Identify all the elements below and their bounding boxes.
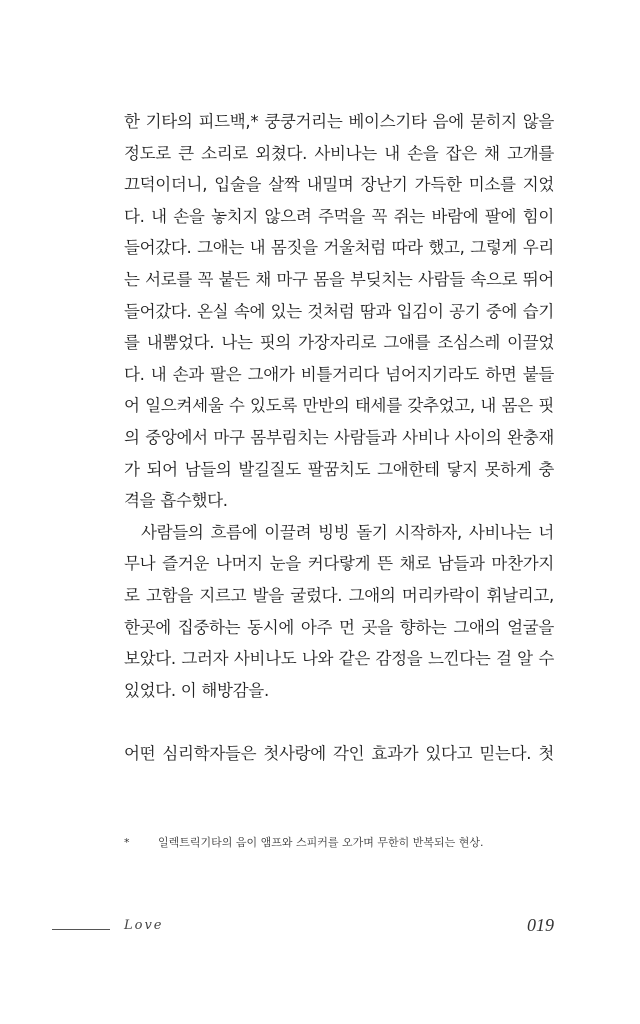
text-line: 어 일으켜세울 수 있도록 만반의 태세를 갖추었고, 내 몸은 핏 xyxy=(124,396,554,416)
footnote xyxy=(124,834,484,850)
text-line: 보았다. 그러자 사비나도 나와 같은 감정을 느낀다는 걸 알 수 xyxy=(124,649,554,669)
text-line: 있었다. 이 해방감을. xyxy=(124,680,269,700)
text-line: 가 되어 남들의 발길질도 팔꿈치도 그애한테 닿지 못하게 충 xyxy=(124,459,554,479)
text-line: 어떤 심리학자들은 첫사랑에 각인 효과가 있다고 믿는다. 첫 xyxy=(124,743,554,763)
text-line: 들어갔다. 그애는 내 몸짓을 거울처럼 따라 했고, 그렇게 우리 xyxy=(124,238,554,258)
text-line: 들어갔다. 온실 속에 있는 것처럼 땀과 입김이 공기 중에 습기 xyxy=(124,301,554,321)
text-line: 한곳에 집중하는 동시에 아주 먼 곳을 향하는 그애의 얼굴을 xyxy=(124,617,554,637)
text-line: 다. 내 손과 팔은 그애가 비틀거리다 넘어지기라도 하면 붙들 xyxy=(124,364,554,384)
body-text xyxy=(124,106,554,769)
text-line: 는 서로를 꼭 붙든 채 마구 몸을 부딪치는 사람들 속으로 뛰어 xyxy=(124,269,554,289)
text-line: 끄덕이더니, 입술을 살짝 내밀며 장난기 가득한 미소를 지었 xyxy=(124,175,554,195)
text-line: 로 고함을 지르고 발을 굴렀다. 그애의 머리카락이 휘날리고, xyxy=(124,585,554,605)
footnote-mark: * xyxy=(124,836,130,849)
text-line: 한 기타의 피드백,* 쿵쿵거리는 베이스기타 음에 묻히지 않을 xyxy=(124,112,554,131)
text-line: 다. 내 손을 놓치지 않으려 주먹을 꼭 쥐는 바람에 팔에 힘이 xyxy=(124,206,554,226)
text-line: 격을 흡수했다. xyxy=(124,491,228,511)
section-title: Love xyxy=(124,918,164,933)
text-line: 의 중앙에서 마구 몸부림치는 사람들과 사비나 사이의 완충재 xyxy=(124,427,554,447)
text-line: 사람들의 흐름에 이끌려 빙빙 돌기 시작하자, 사비나는 너 xyxy=(141,522,554,542)
section-break xyxy=(124,706,554,738)
page-number: 019 xyxy=(527,915,554,935)
footnote-text: 일렉트릭기타의 음이 앰프와 스피커를 오가며 무한히 반복되는 현상. xyxy=(158,836,484,849)
text-line: 무나 즐거운 나머지 눈을 커다랗게 뜬 채로 남들과 마찬가지 xyxy=(124,554,554,574)
footer-rule xyxy=(52,929,110,930)
text-line: 정도로 큰 소리로 외쳤다. 사비나는 내 손을 잡은 채 고개를 xyxy=(124,143,554,163)
text-line: 를 내뿜었다. 나는 핏의 가장자리로 그애를 조심스레 이끌었 xyxy=(124,333,554,353)
